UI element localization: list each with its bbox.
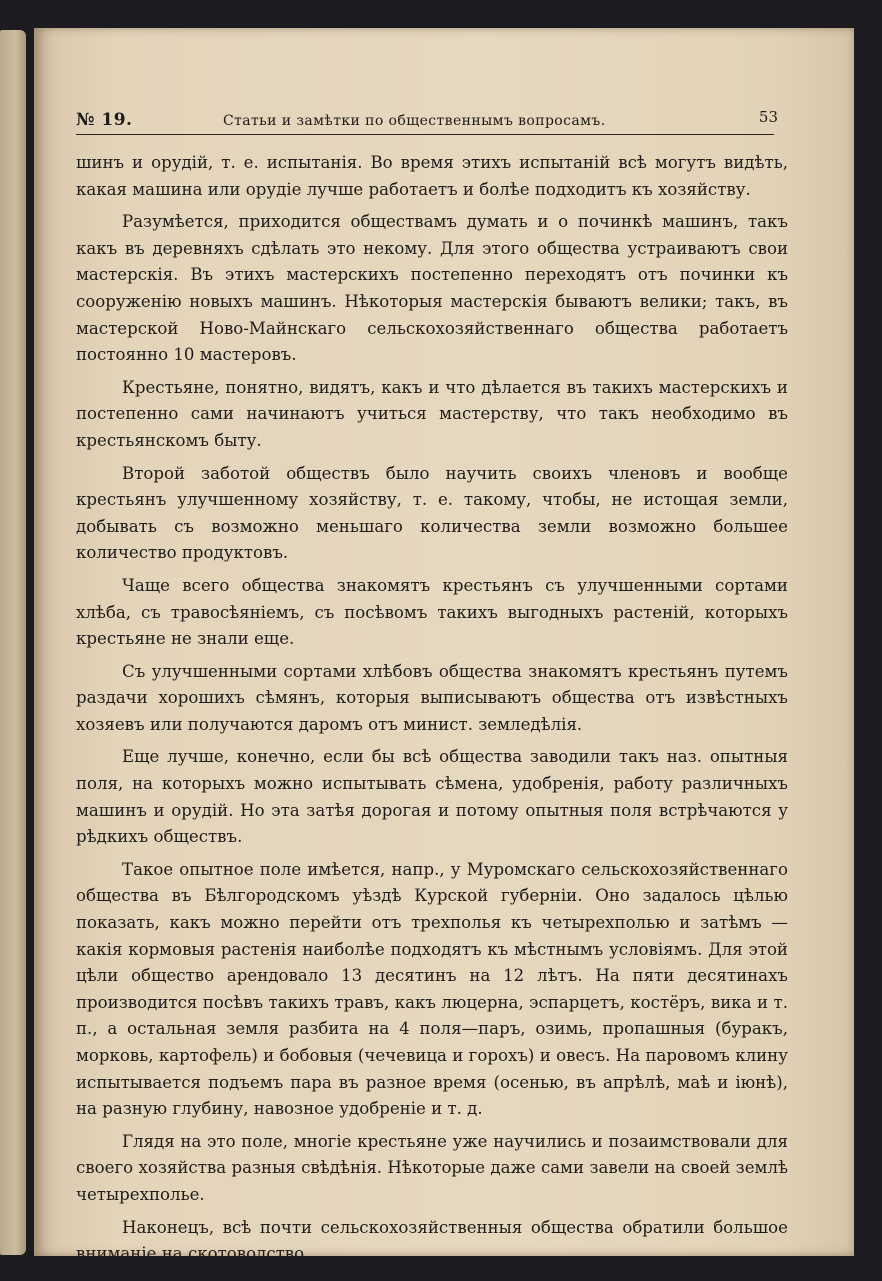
paragraph-6: Съ улучшенными сортами хлѣбовъ общества знакомятъ крестьянъ путемъ раздачи хорошихъ сѣмянъ, которыя выписываютъ общества отъ извѣстныхъ хозяевъ или получаются даромъ отъ минист. земледѣлія. (76, 661, 788, 734)
issue-number: № 19. (76, 110, 133, 130)
paragraph-9: Глядя на это поле, многіе крестьяне уже научились и позаимствовали для своего хозяйства разныя свѣдѣнія. Нѣкоторые даже сами завели на своей землѣ четырехполье. (76, 1131, 788, 1204)
paragraph-8: Такое опытное поле имѣется, напр., у Муромскаго сельскохозяйственнаго общества въ Бѣлгородскомъ уѣздѣ Курской губерніи. Оно задалось цѣлью показать, какъ можно перейти отъ трехполья къ четырехполью и затѣмъ — какія кормовыя растенія наиболѣе подходятъ къ мѣстнымъ условіямъ. Для этой цѣли общество арендовало 13 десятинъ на 12 лѣтъ. На пяти десятинахъ производится посѣвъ такихъ травъ, какъ люцерна, эспарцетъ, костёръ, вика и т. п., а остальная земля разбита на 4 поля—паръ, озимь, пропашныя (буракъ, морковь, картофель) и бобовыя (чечевица и горохъ) и овесъ. На паровомъ клину испытывается подъемъ пара въ разное время (осенью, въ апрѣлѣ, маѣ и іюнѣ), на разную глубину, навозное удобреніе и т. д. (76, 859, 788, 1119)
paragraph-4: Второй заботой обществъ было научить своихъ членовъ и вообще крестьянъ улучшенному хозяйству, т. е. такому, чтобы, не истощая земли, добывать съ возможно меньшаго количества земли возможно большее количество продуктовъ. (76, 463, 788, 563)
article-body (76, 150, 788, 1274)
paragraph-10: Наконецъ, всѣ почти сельскохозяйственныя общества обратили большое вниманіе на скотоводство. (76, 1217, 788, 1264)
section-title: Статьи и замѣтки по общественнымъ вопросамъ. (223, 113, 606, 129)
paragraph-3: Крестьяне, понятно, видятъ, какъ и что дѣлается въ такихъ мастерскихъ и постепенно сами начинаютъ учиться мастерству, что такъ необходимо въ крестьянскомъ быту. (76, 377, 788, 450)
paragraph-2: Разумѣется, приходится обществамъ думать и о починкѣ машинъ, такъ какъ въ деревняхъ сдѣлать это некому. Для этого общества устраиваютъ свои мастерскія. Въ этихъ мастерскихъ постепенно переходятъ отъ починки къ сооруженію новыхъ машинъ. Нѣкоторыя мастерскія бываютъ велики; такъ, въ мастерской Ново-Майнскаго сельскохозяйственнаго общества работаетъ постоянно 10 мастеровъ. (76, 212, 788, 365)
paragraph-1: шинъ и орудій, т. е. испытанія. Во время этихъ испытаній всѣ могутъ видѣть, какая машина или орудіе лучше работаетъ и болѣе подходитъ къ хозяйству. (76, 153, 788, 199)
paragraph-5: Чаще всего общества знакомятъ крестьянъ съ улучшенными сортами хлѣба, съ травосѣяніемъ, съ посѣвомъ такихъ выгодныхъ растеній, которыхъ крестьяне не знали еще. (76, 575, 788, 649)
page-number: 53 (758, 108, 778, 126)
previous-page-edge (0, 30, 26, 1255)
book-page (34, 28, 854, 1264)
paragraph-7: Еще лучше, конечно, если бы всѣ общества заводили такъ наз. опытныя поля, на которыхъ можно испытывать сѣмена, удобренія, работу различныхъ машинъ и орудій. Но эта затѣя дорогая и потому опытныя поля встрѣчаются у рѣдкихъ обществъ. (76, 747, 788, 847)
running-header (76, 108, 778, 135)
